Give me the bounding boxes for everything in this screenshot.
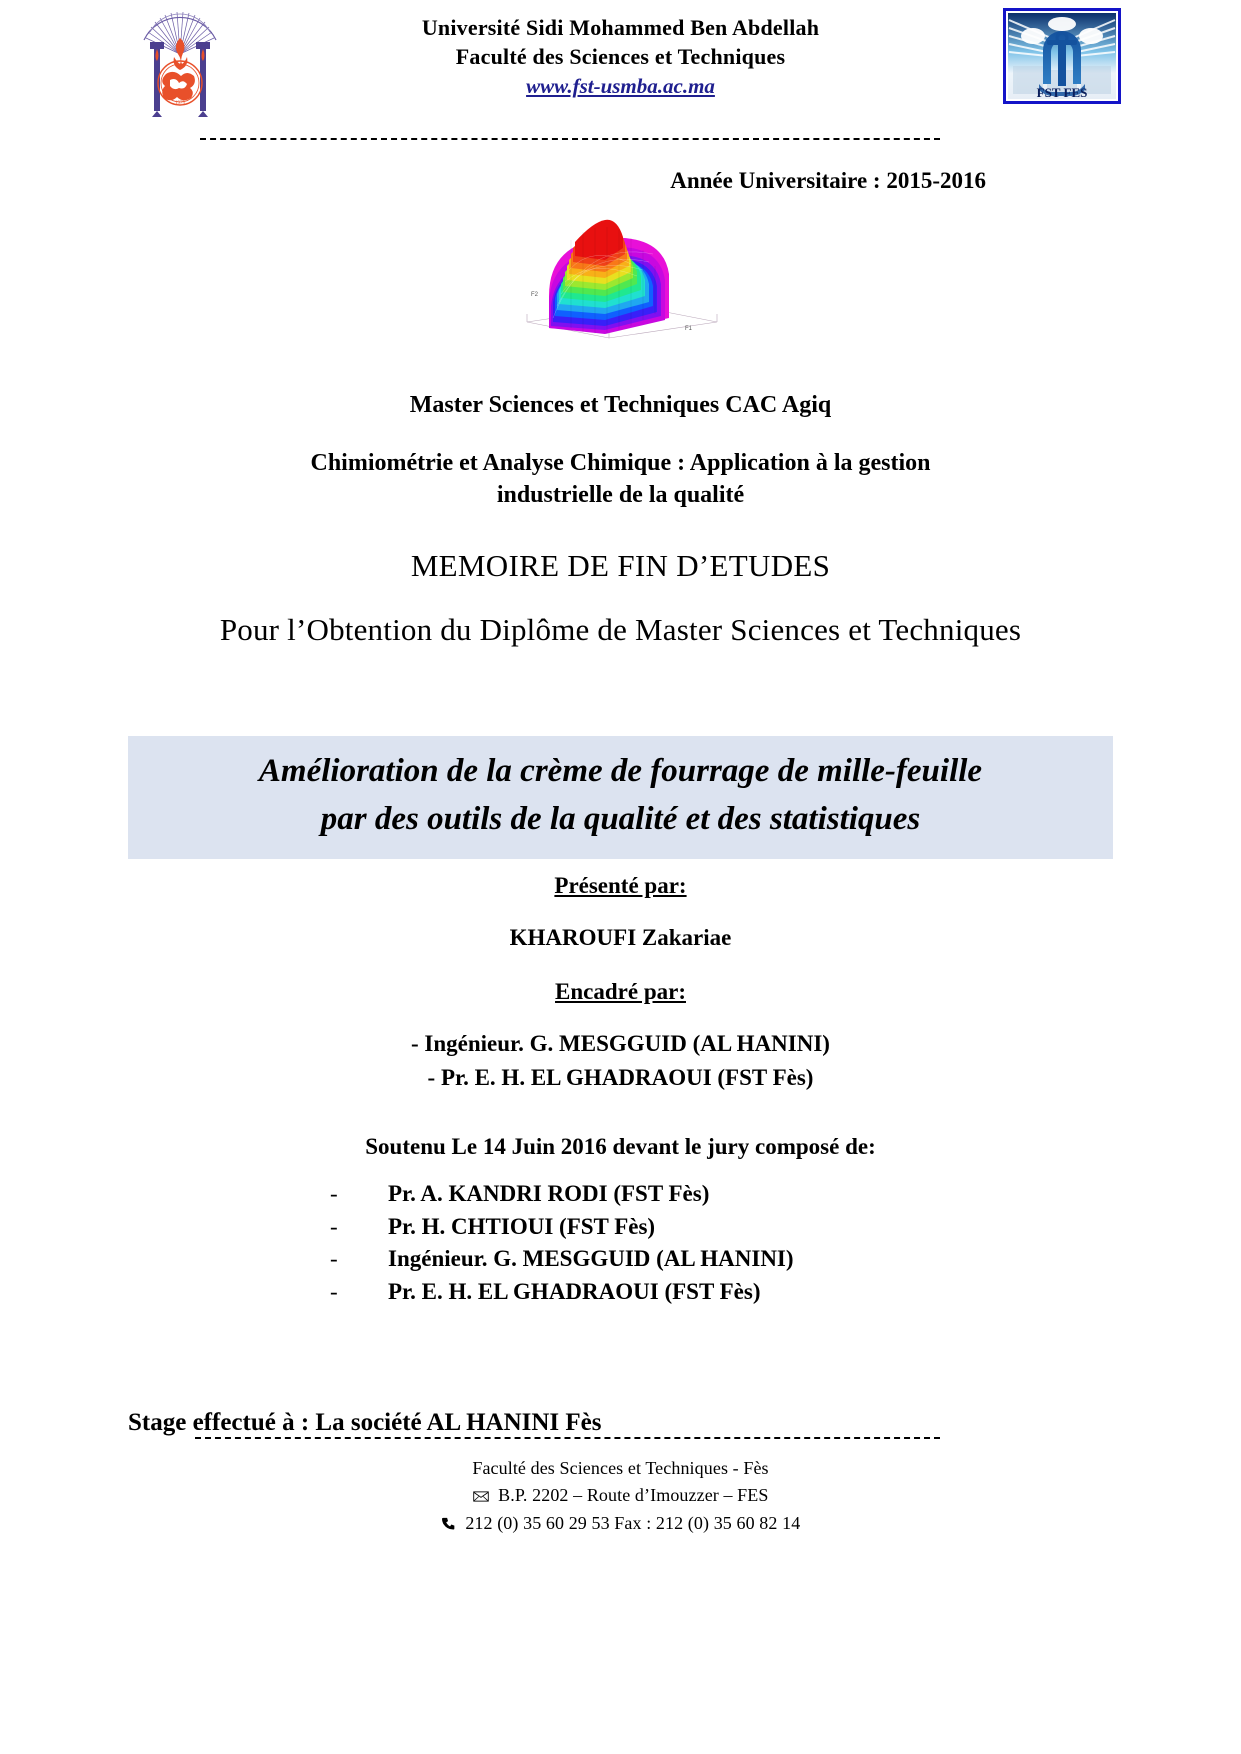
header-divider — [200, 138, 940, 140]
svg-text:1975: 1975 — [175, 101, 185, 106]
program-title: Master Sciences et Techniques CAC Agiq — [409, 392, 832, 418]
specialty-line-1: Chimiométrie et Analyse Chimique : Application à la gestion — [310, 450, 931, 476]
jury-bullet: - — [330, 1181, 338, 1207]
jury-bullet: - — [330, 1213, 338, 1239]
jury-list — [330, 1178, 1121, 1309]
footer-faculty: Faculté des Sciences et Techniques - Fès — [472, 1457, 769, 1478]
jury-member-name: Ingénieur. G. MESGGUID (AL HANINI) — [388, 1246, 794, 1272]
supervised-by-label: Encadré par: — [555, 979, 686, 1005]
supervisor-item: - Pr. E. H. EL GHADRAOUI (FST Fès) — [427, 1064, 814, 1090]
page-header — [120, 0, 1121, 134]
footer-divider — [195, 1437, 940, 1439]
envelope-icon — [473, 1483, 489, 1510]
jury-member-name: Pr. A. KANDRI RODI (FST Fès) — [388, 1181, 710, 1207]
jury-bullet: - — [330, 1246, 338, 1272]
jury-member-name: Pr. E. H. EL GHADRAOUI (FST Fès) — [388, 1279, 761, 1305]
jury-list-item — [330, 1243, 1121, 1276]
internship-statement: Stage effectué à : La société AL HANINI Fès — [128, 1408, 602, 1436]
defense-statement: Soutenu Le 14 Juin 2016 devant le jury composé de: — [365, 1134, 876, 1160]
supervisor-item: - Ingénieur. G. MESGGUID (AL HANINI) — [411, 1031, 830, 1057]
thesis-title-line-1: Amélioration de la crème de fourrage de mille-feuille — [258, 752, 983, 789]
faculty-name: Faculté des Sciences et Techniques — [455, 43, 786, 69]
usmba-university-emblem-icon — [130, 8, 230, 120]
jury-bullet: - — [330, 1279, 338, 1305]
footer-address: B.P. 2202 – Route d’Imouzzer – FES — [498, 1484, 769, 1505]
page-footer — [120, 1455, 1121, 1538]
footer-phone: 212 (0) 35 60 29 53 Fax : 212 (0) 35 60 82 14 — [465, 1512, 801, 1533]
header-titles — [120, 14, 1121, 100]
jury-member-name: Pr. H. CHTIOUI (FST Fès) — [388, 1213, 656, 1239]
axis-label-f1: F1 — [685, 326, 693, 332]
jury-list-item — [330, 1178, 1121, 1211]
axis-label-f2: F2 — [531, 292, 539, 298]
document-purpose: Pour l’Obtention du Diplôme de Master Sciences et Techniques — [219, 611, 1022, 647]
academic-year: Année Universitaire : 2015-2016 — [670, 168, 986, 193]
fst-fes-logo-text: FST FES — [1036, 85, 1088, 100]
3d-response-surface-plot — [513, 210, 728, 345]
fst-fes-logo-icon — [1003, 8, 1121, 104]
jury-list-item — [330, 1211, 1121, 1244]
figure-container — [120, 210, 1121, 350]
presented-by-label: Présenté par: — [554, 873, 687, 899]
document-type: MEMOIRE DE FIN D’ETUDES — [410, 547, 831, 583]
author-name: KHAROUFI Zakariae — [509, 925, 732, 951]
supervisors-list — [120, 1027, 1121, 1094]
jury-list-item — [330, 1276, 1121, 1309]
thesis-title-line-2: par des outils de la qualité et des statistiques — [320, 800, 921, 837]
specialty-line-2: industrielle de la qualité — [496, 482, 745, 509]
thesis-title-box — [128, 736, 1113, 860]
university-name: Université Sidi Mohammed Ben Abdellah — [421, 15, 820, 40]
website-link[interactable]: www.fst-usmba.ac.ma — [526, 74, 715, 99]
telephone-icon — [441, 1511, 456, 1538]
footer-address-row — [120, 1482, 1121, 1510]
footer-phone-row — [120, 1510, 1121, 1538]
specialty-title — [120, 447, 1121, 512]
